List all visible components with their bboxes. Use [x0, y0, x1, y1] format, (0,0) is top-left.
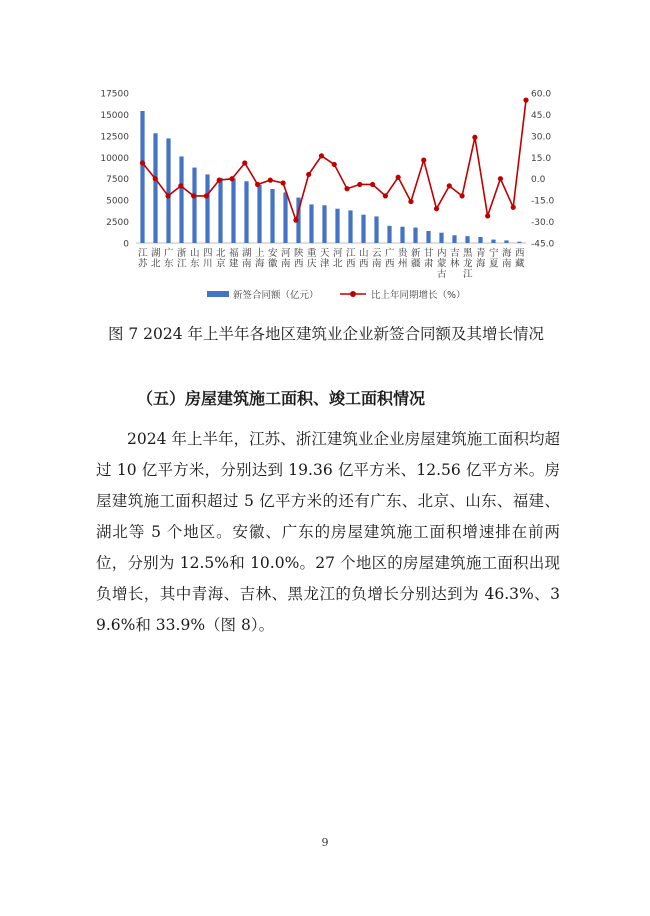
- chart: [0, 0, 650, 310]
- category-label: 陕西: [294, 248, 304, 270]
- right-tick-label: -45.0: [531, 239, 555, 250]
- growth-point: [217, 178, 222, 183]
- bar: [426, 231, 430, 243]
- bar: [270, 189, 274, 243]
- growth-point: [408, 199, 413, 204]
- category-label: 甘肃: [424, 248, 434, 270]
- category-label: 贵州: [398, 248, 408, 270]
- category-label: 天津: [320, 248, 330, 270]
- growth-point: [472, 135, 477, 140]
- body-paragraph: 2024 年上半年，江苏、浙江建筑业企业房屋建筑施工面积均超过 10 亿平方米，分别达到 19.36 亿平方米、12.56 亿平方米。房屋建筑施工面积超过 5 亿平方米的还有广东、北京、山东、福建、湖北等 5 个地区。安徽、广东的房屋建筑施工面积增速排在前两位，分别为 12.5%和 10.0%。27 个地区的房屋建筑施工面积出现负增长，其中青海、吉林、黑龙江的负增长分别达到为 46.3%、39.6%和 33.9%（图 8）。: [96, 430, 560, 634]
- legend-bar-swatch: [207, 291, 229, 297]
- category-label: 浙江: [177, 248, 187, 270]
- bar: [257, 185, 261, 243]
- category-label: 内蒙古: [437, 248, 447, 280]
- category-label: 河南: [281, 248, 291, 270]
- right-tick-label: 0.0: [531, 175, 546, 186]
- left-axis-ticks: [100, 90, 129, 250]
- bar: [361, 215, 365, 243]
- bar: [140, 111, 144, 243]
- category-label: 新疆: [411, 248, 421, 270]
- left-tick-label: 5000: [106, 196, 129, 207]
- left-tick-label: 0: [123, 239, 129, 250]
- right-tick-label: 60.0: [531, 89, 552, 100]
- category-label: 吉林: [450, 248, 460, 270]
- growth-point: [165, 193, 170, 198]
- category-label: 湖南: [242, 248, 252, 270]
- bar: [205, 174, 209, 243]
- category-label: 重庆: [307, 248, 317, 270]
- category-label: 江苏: [138, 248, 148, 270]
- left-tick-label: 15000: [100, 110, 129, 121]
- bar: [192, 168, 196, 243]
- bar: [335, 209, 339, 243]
- right-tick-label: 45.0: [531, 110, 552, 121]
- left-tick-label: 17500: [100, 89, 129, 100]
- growth-point: [434, 206, 439, 211]
- bar: [322, 205, 326, 243]
- category-label: 北京: [216, 248, 226, 270]
- bar: [465, 236, 469, 243]
- bar: [452, 235, 456, 243]
- left-tick-label: 10000: [100, 153, 129, 164]
- category-label: 湖北: [151, 248, 161, 270]
- growth-point: [523, 98, 528, 103]
- growth-point: [153, 176, 158, 181]
- bar: [413, 228, 417, 243]
- growth-line: [143, 100, 527, 220]
- growth-point: [332, 162, 337, 167]
- bar: [491, 240, 495, 243]
- growth-point: [319, 153, 324, 158]
- bar: [309, 204, 313, 243]
- legend-line-marker: [350, 291, 356, 297]
- right-axis-ticks: [531, 90, 555, 250]
- category-label: 海南: [502, 248, 512, 270]
- bar-series: [140, 111, 521, 243]
- bar: [179, 156, 183, 243]
- growth-point: [511, 205, 516, 210]
- right-tick-label: -15.0: [531, 196, 555, 207]
- growth-point: [344, 186, 349, 191]
- section-title: （五）房屋建筑施工面积、竣工面积情况: [137, 389, 426, 408]
- growth-point: [421, 158, 426, 163]
- growth-point: [485, 213, 490, 218]
- category-label: 河北: [333, 248, 343, 270]
- growth-point: [255, 182, 260, 187]
- bar: [400, 227, 404, 243]
- growth-point: [396, 175, 401, 180]
- category-label: 上海: [255, 248, 265, 270]
- left-tick-label: 2500: [106, 218, 129, 229]
- page-number: 9: [321, 836, 329, 849]
- legend: [207, 289, 466, 301]
- bar: [153, 133, 157, 243]
- growth-point: [140, 160, 145, 165]
- category-label: 云南: [372, 248, 382, 270]
- growth-point: [242, 160, 247, 165]
- growth-point: [191, 193, 196, 198]
- growth-point: [229, 176, 234, 181]
- growth-point: [498, 176, 503, 181]
- growth-point: [178, 183, 183, 188]
- category-label: 江西: [346, 248, 356, 270]
- growth-point: [306, 172, 311, 177]
- bar: [244, 181, 248, 243]
- growth-point: [459, 193, 464, 198]
- bar: [387, 226, 391, 243]
- bar: [504, 240, 508, 243]
- legend-bar-label: 新签合同额（亿元）: [233, 290, 319, 301]
- growth-point: [204, 193, 209, 198]
- right-tick-label: 15.0: [531, 153, 552, 164]
- category-label: 四川: [203, 248, 213, 270]
- bar: [166, 138, 170, 243]
- bar: [283, 192, 287, 243]
- growth-point: [447, 183, 452, 188]
- category-label: 安徽: [268, 248, 278, 270]
- growth-point: [268, 178, 273, 183]
- category-label: 西藏: [515, 248, 525, 270]
- bar: [348, 210, 352, 243]
- left-tick-label: 7500: [106, 175, 129, 186]
- category-labels: [138, 247, 525, 280]
- bar: [231, 179, 235, 243]
- growth-point: [281, 180, 286, 185]
- category-label: 广东: [164, 248, 174, 270]
- category-label: 山东: [190, 248, 200, 270]
- right-tick-label: 30.0: [531, 132, 552, 143]
- category-label: 宁夏: [489, 248, 499, 270]
- bar: [218, 178, 222, 243]
- category-label: 黑龙江: [463, 248, 473, 280]
- left-tick-label: 12500: [100, 132, 129, 143]
- growth-point: [370, 182, 375, 187]
- category-label: 福建: [229, 248, 239, 270]
- bar: [478, 237, 482, 243]
- category-label: 青海: [476, 248, 486, 270]
- bar: [517, 242, 521, 243]
- right-tick-label: -30.0: [531, 218, 555, 229]
- legend-line-label: 比上年同期增长（%）: [371, 290, 466, 301]
- bar: [374, 216, 378, 243]
- category-label: 山西: [359, 248, 369, 270]
- figure-caption: 图 7 2024 年上半年各地区建筑业企业新签合同额及其增长情况: [107, 325, 545, 343]
- category-label: 广西: [385, 248, 395, 270]
- bar: [439, 233, 443, 243]
- growth-point: [357, 182, 362, 187]
- growth-point: [383, 193, 388, 198]
- growth-point: [293, 218, 298, 223]
